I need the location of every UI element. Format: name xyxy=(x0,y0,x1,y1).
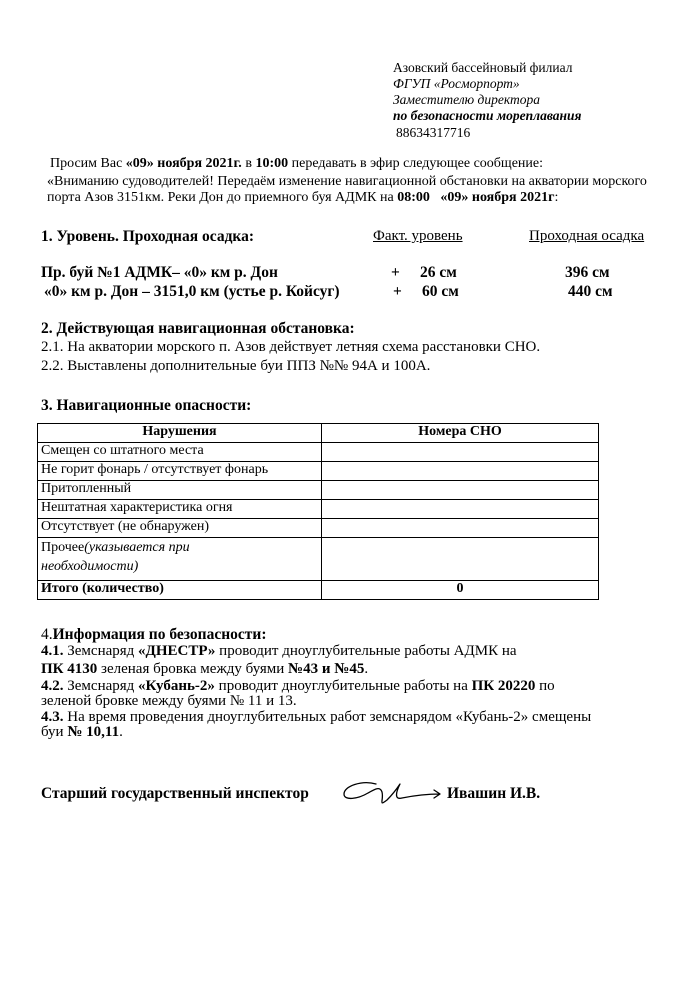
item-num: 4.3. xyxy=(41,709,64,725)
table-cell-value xyxy=(322,462,599,481)
table-row xyxy=(38,443,599,462)
table-header-sno: Номера СНО xyxy=(322,424,599,443)
item-num: 4.1. xyxy=(41,643,64,659)
item-text: . xyxy=(364,661,369,677)
section3-title: 3. Навигационные опасности: xyxy=(41,397,252,414)
item-text: зеленая бровка между буями xyxy=(97,661,289,677)
request-text: Просим Вас xyxy=(50,156,126,171)
buoy-numbers: №43 и №45 xyxy=(288,661,365,677)
signatory-title: Старший государственный инспектор xyxy=(41,785,309,802)
item-text: буи xyxy=(41,724,68,740)
table-total-value: 0 xyxy=(322,581,599,600)
section4-num: 4. xyxy=(41,626,53,643)
item-text: На время проведения дноуглубительных работ земснарядом «Кубань-2» смещены xyxy=(63,709,592,725)
item-text: . xyxy=(119,724,123,740)
level-row-draft: 440 см xyxy=(568,283,613,300)
section4-title-text: Информация по безопасности: xyxy=(52,626,267,643)
section1-title: 1. Уровень. Проходная осадка: xyxy=(41,228,255,245)
table-cell-value xyxy=(322,443,599,462)
safety-item-1 xyxy=(41,643,517,660)
request-text: порта Азов 3151км. Реки Дон до приемного буя АДМК на xyxy=(47,190,398,205)
vessel-name: «ДНЕСТР» xyxy=(138,643,216,659)
level-row-sign: + xyxy=(391,264,400,281)
addressee-org: Азовский бассейновый филиал xyxy=(393,60,573,75)
table-row xyxy=(38,481,599,500)
table-cell-label: Притопленный xyxy=(38,481,322,500)
request-line-1 xyxy=(50,156,543,172)
table-cell-value xyxy=(322,538,599,581)
item-text: проводит дноуглубительные работы АДМК на xyxy=(215,643,517,659)
table-row xyxy=(38,462,599,481)
request-text: в xyxy=(241,156,256,171)
table-row-total xyxy=(38,581,599,600)
item-text: Земснаряд xyxy=(63,678,139,694)
table-cell-value xyxy=(322,500,599,519)
level-row-level: 26 см xyxy=(420,264,457,281)
table-cell-label: Не горит фонарь / отсутствует фонарь xyxy=(38,462,322,481)
level-row-level: 60 см xyxy=(422,283,459,300)
request-line-2: «Вниманию судоводителей! Передаём изменение навигационной обстановки на акватории морского xyxy=(47,174,647,189)
section2-item: 2.1. На акватории морского п. Азов действует летняя схема расстановки СНО. xyxy=(41,339,541,355)
col-fact-level: Факт. уровень xyxy=(373,228,463,244)
addressee-position: Заместителю директора xyxy=(393,92,540,107)
hazards-table xyxy=(37,423,599,600)
table-row xyxy=(38,519,599,538)
table-total-label: Итого (количество) xyxy=(38,581,322,600)
level-row-place: «0» км р. Дон – 3151,0 км (устье р. Койсуг) xyxy=(44,283,340,300)
table-cell-value xyxy=(322,481,599,500)
section2-title: 2. Действующая навигационная обстановка: xyxy=(41,320,355,337)
level-row-place: Пр. буй №1 АДМК– «0» км р. Дон xyxy=(41,264,278,281)
request-text: : xyxy=(554,190,559,205)
other-label: Прочее xyxy=(41,540,85,555)
addressee-company: ФГУП «Росморпорт» xyxy=(393,76,520,91)
table-cell-label: Отсутствует (не обнаружен) xyxy=(38,519,322,538)
table-row-other xyxy=(38,538,599,581)
table-cell-label: Смещен со штатного места xyxy=(38,443,322,462)
safety-item-2-cont: зеленой бровке между буями № 11 и 13. xyxy=(41,693,297,709)
safety-item-1-cont xyxy=(41,661,368,678)
request-date: «09» ноября 2021г. xyxy=(125,156,242,171)
section4-title xyxy=(41,626,267,644)
table-cell-label xyxy=(38,538,322,581)
col-draft: Проходная осадка xyxy=(529,228,645,244)
request-time: 08:00 xyxy=(397,190,430,205)
item-num: 4.2. xyxy=(41,678,64,694)
table-cell-value xyxy=(322,519,599,538)
level-row-sign: + xyxy=(393,283,402,300)
level-row-draft: 396 см xyxy=(565,264,610,281)
item-text: по xyxy=(535,678,555,694)
table-row xyxy=(38,500,599,519)
request-line-3 xyxy=(47,190,558,206)
signatory-name: Ивашин И.В. xyxy=(447,785,541,802)
pk-value: ПК 4130 xyxy=(41,661,98,677)
table-cell-label: Нештатная характеристика огня xyxy=(38,500,322,519)
request-text: передавать в эфир следующее сообщение: xyxy=(288,156,544,171)
item-text: Земснаряд xyxy=(63,643,139,659)
table-header-row xyxy=(38,424,599,443)
other-note: необходимости) xyxy=(41,559,139,574)
addressee-position-2: по безопасности мореплавания xyxy=(393,108,582,123)
request-time: 10:00 xyxy=(255,156,289,171)
buoy-numbers: № 10,11 xyxy=(67,724,120,740)
table-header-violations: Нарушения xyxy=(38,424,322,443)
addressee-phone: 88634317716 xyxy=(396,125,471,140)
vessel-name: «Кубань-2» xyxy=(138,678,215,694)
item-text: проводит дноуглубительные работы на xyxy=(214,678,472,694)
safety-item-3 xyxy=(41,709,591,726)
handwritten-signature xyxy=(340,774,445,812)
pk-value: ПК 20220 xyxy=(471,678,536,694)
section2-item: 2.2. Выставлены дополнительные буи ППЗ №№ 94А и 100А. xyxy=(41,358,431,374)
safety-item-3-cont xyxy=(41,724,123,741)
other-note: (указывается при xyxy=(84,540,190,555)
request-date: «09» ноября 2021г xyxy=(440,190,555,205)
